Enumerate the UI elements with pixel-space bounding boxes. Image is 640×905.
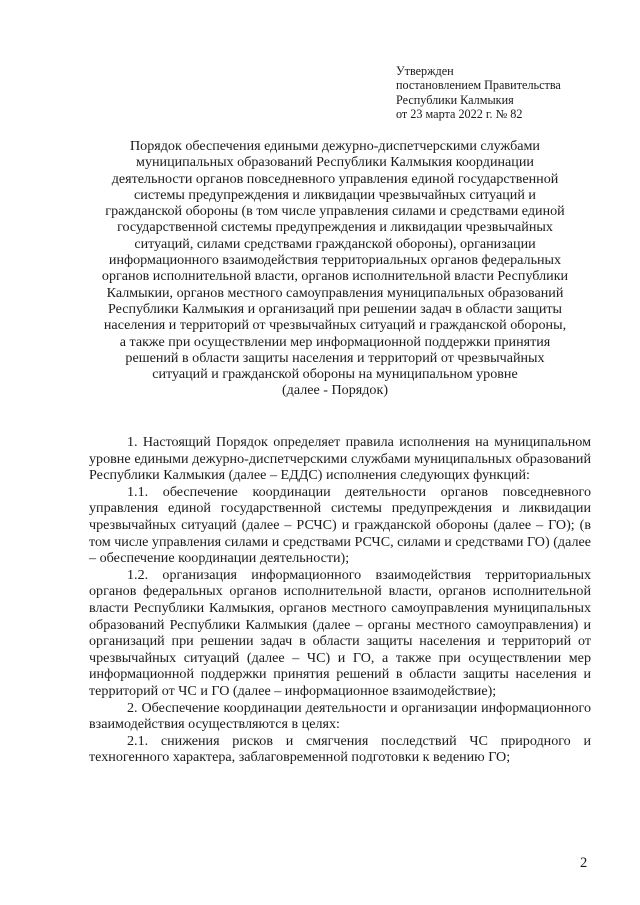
title-line: гражданской обороны (в том числе управления силами и средствами единой — [105, 203, 565, 220]
paragraph: 2.1. снижения рисков и смягчения последствий ЧС природного и техногенного характера, заблаговременной подготовки к ведению ГО; — [89, 732, 591, 766]
title-line: Республики Калмыкия и организаций при решении задач в области защиты — [107, 300, 563, 317]
title-line: деятельности органов повседневного управления единой государственной — [111, 170, 559, 187]
title-line: Порядок обеспечения едиными дежурно-диспетчерскими службами — [130, 138, 540, 154]
approval-line: постановлением Правительства — [396, 78, 561, 93]
title-line: муниципальных образований Республики Калмыкия координации — [136, 154, 534, 171]
title-line: ситуаций и гражданской обороны на муниципальном уровне — [152, 366, 518, 383]
title-line: (далее - Порядок) — [281, 382, 389, 399]
title-line: системы предупреждения и ликвидации чрезвычайных ситуаций и — [134, 186, 536, 203]
approval-line: от 23 марта 2022 г. № 82 — [396, 107, 523, 122]
title-line: информационного взаимодействия территориальных органов федеральных — [108, 252, 562, 269]
paragraph: 1.1. обеспечение координации деятельности органов повседневного управления единой государственной системы предупреждения и ликвидации чрезвычайных ситуаций (далее – РСЧС) и гражданской обороны (далее – ГО); (в том числе управления силами и средствами РСЧС, силами и средствами ГО) (далее – обеспечение координации деятельности); — [89, 483, 591, 567]
title-line: а также при осуществлении мер информационной поддержки принятия — [119, 333, 551, 350]
paragraph: 1. Настоящий Порядок определяет правила исполнения на муниципальном уровне едиными дежурно-диспетчерскими службами муниципальных образований Республики Калмыкия (далее – ЕДДС) исполнения следующих функций: — [89, 434, 591, 484]
approval-stamp — [396, 64, 561, 122]
paragraph: 1.2. организация информационного взаимодействия территориальных органов федеральных органов исполнительной власти, органов исполнительной власти Республики Калмыкия, органов местного самоуправления муниципальных образований Республики Калмыкия (далее – органы местного самоуправления) и организаций при решении задач в области защиты населения и территорий от чрезвычайных ситуаций (далее – ЧС) и ГО, а также при осуществлении мер информационной поддержки принятия решений в области защиты населения и территорий от ЧС и ГО (далее – информационное взаимодействие); — [89, 566, 591, 699]
title-line: органов исполнительной власти, органов исполнительной власти Республики — [101, 268, 569, 285]
document-body — [89, 434, 591, 766]
document-title — [78, 138, 592, 399]
title-line: населения и территорий от чрезвычайных ситуаций и гражданской обороны, — [103, 317, 567, 334]
paragraph: 2. Обеспечение координации деятельности и организации информационного взаимодействия осуществляются в целях: — [89, 699, 591, 733]
approval-line: Республики Калмыкия — [396, 92, 514, 107]
title-line: решений в области защиты населения и территорий от чрезвычайных — [125, 349, 545, 366]
title-line: государственной системы предупреждения и ликвидации чрезвычайных — [117, 219, 553, 236]
approval-line: Утвержден — [396, 64, 454, 78]
title-line: ситуаций, силами средствами гражданской обороны), организации — [134, 235, 536, 252]
page-number: 2 — [580, 855, 588, 871]
title-line: Калмыкии, органов местного самоуправления муниципальных образований — [106, 284, 564, 301]
